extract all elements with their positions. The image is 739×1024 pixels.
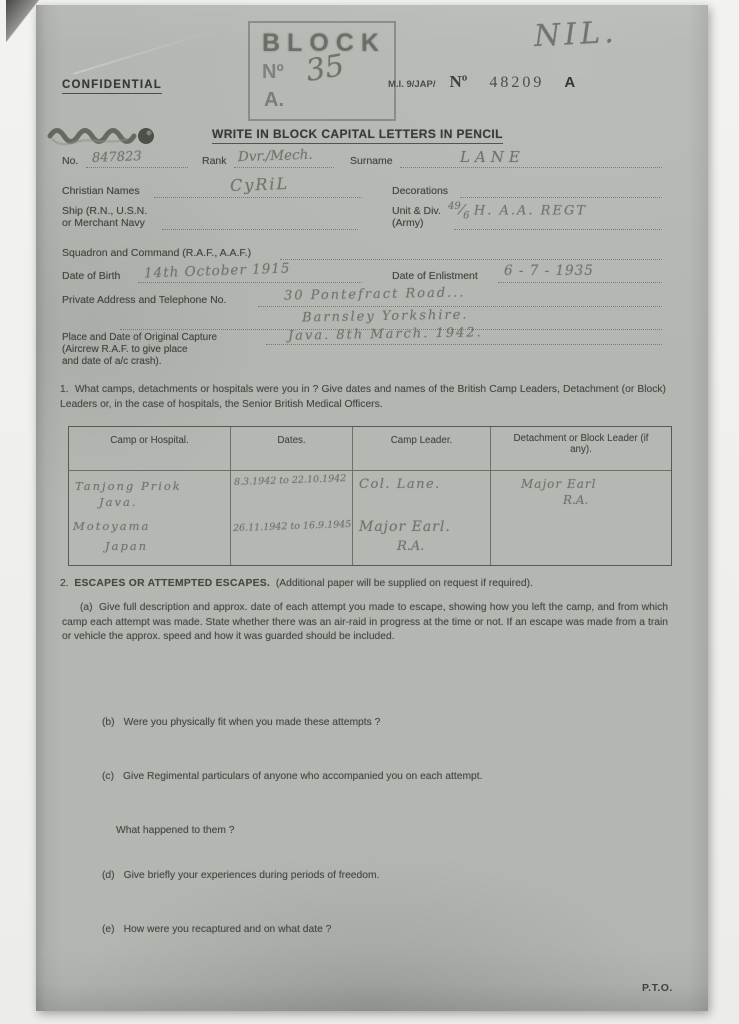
row-ship-unit [62,201,662,239]
surname-value-handwritten: LANE [460,148,525,166]
row-no-rank-surname [62,146,662,179]
unit-div-label-line2: (Army) [392,217,424,229]
unit-regiment-name: H. A.A. REGT [473,203,588,219]
question-2d [102,869,662,884]
mi9-suffix-letter: A [564,74,576,91]
question-1-number: 1. [60,384,69,395]
paper-sheet [36,5,708,1011]
confidential-marking: CONFIDENTIAL [62,79,162,94]
ship-label-line1: Ship (R.N., U.S.N. [62,205,148,217]
stamp-block-word: BLOCK [262,29,386,57]
address-value-line2-handwritten: Barnsley Yorkshire. [301,307,469,326]
christian-fill-line [154,197,362,198]
address-value-line1-handwritten: 30 Pontefract Road... [283,285,466,304]
question-2-note: (Additional paper will be supplied on request if required). [275,578,533,589]
camp-entry-1: Tanjong Priok [75,479,182,493]
question-2a-text: Give full description and approx. date of each attempt you made to escape, showing how you left the camp, and from which camp each attempt was made. State whether there was an air-raid in progress at the time or not. If an escape was made from a train or vehicle the approx. speed and how it was guarded should be included. [62,602,668,643]
mi9-prefix: M.I. 9/JAP/ [388,79,436,90]
enlistment-value-handwritten: 6 - 7 - 1935 [504,263,594,279]
date-of-birth-label: Date of Birth [62,270,121,282]
table-cell-camps [69,471,231,565]
question-2b-label: (b) [102,717,115,728]
capture-label-line2: (Aircrew R.A.F. to give place [62,344,188,355]
table-cell-detachment-leader [491,471,671,565]
stamp-no-word: Nº [262,61,284,83]
surname-fill-line [400,167,662,168]
surname-label: Surname [350,155,393,167]
question-2c2-text: What happened to them ? [116,825,235,836]
table-header-camp-or-hospital: Camp or Hospital. [69,427,231,471]
mi9-reference [388,72,575,92]
question-2c-text: Give Regimental particulars of anyone who accompanied you on each attempt. [123,771,483,782]
question-2-number: 2. [60,578,69,589]
paper-crease [73,29,217,75]
camp-leader-entry-2-unit: R.A. [397,539,425,554]
question-2e-label: (e) [102,924,115,935]
decorations-fill-line [460,197,662,198]
capture-fill-line [266,344,662,345]
ship-label-line2: or Merchant Navy [62,217,145,229]
mi9-no-word: Nº [449,72,468,91]
question-2-title: ESCAPES OR ATTEMPTED ESCAPES. [74,578,271,589]
stamp-a-word: A. [264,89,284,111]
question-2b-text: Were you physically fit when you made these attempts ? [123,717,381,728]
decorations-label: Decorations [392,185,449,197]
table-header-detachment-leader: Detachment or Block Leader (if any). [491,427,671,471]
question-1 [60,383,666,412]
question-2d-label: (d) [102,870,115,881]
enlistment-fill-line [498,282,662,283]
question-2-heading [60,577,666,592]
question-2c [102,770,662,785]
detachment-leader-entry-1: Major Earl [521,477,597,491]
christian-value-handwritten: CyRiL [229,173,290,196]
question-2e [102,923,662,938]
question-2d-text: Give briefly your experiences during periods of freedom. [123,870,380,881]
table-header-dates: Dates. [231,427,353,471]
enlistment-label: Date of Enlistment [392,270,478,282]
capture-label-line3: and date of a/c crash). [62,356,162,367]
squadron-label: Squadron and Command (R.A.F., A.A.F.) [62,247,252,259]
camp-leader-entry-2: Major Earl. [359,519,451,535]
question-1-text: What camps, detachments or hospitals were you in ? Give dates and names of the British Camp Leaders, Detachment (or Block) Leaders or, in the case of hospitals, the Senior British Medical Officers. [60,384,666,410]
camp-entry-1-country: Java. [99,495,138,509]
question-2e-text: How were you recaptured and on what date ? [123,924,332,935]
question-2c2 [116,824,656,839]
birth-fill-line [138,282,362,283]
table-header-camp-leader: Camp Leader. [353,427,491,471]
no-label: No. [62,155,79,167]
birth-value-handwritten: 14th October 1915 [143,260,291,282]
unit-value-handwritten: $^{49}⁄_6$ H. A.A. REGT [448,201,588,222]
rank-fill-line [234,167,334,168]
rank-value-handwritten: Dvr./Mech. [237,146,313,166]
no-fill-line [86,167,188,168]
unit-div-label-line1: Unit & Div. [392,205,441,217]
camp-entry-2: Motoyama [73,519,151,533]
squadron-fill-line [280,259,662,260]
address-label: Private Address and Telephone No. [62,294,227,306]
dates-entry-2: 26.11.1942 to 16.9.1945 [232,518,352,535]
capture-label-line1: Place and Date of Original Capture [62,332,218,343]
block-number-stamp [248,21,396,121]
capture-value-handwritten: Java. 8th March. 1942. [287,325,483,344]
rank-label: Rank [202,155,227,167]
mi9-serial-number: 48209 [489,74,545,91]
ship-fill-line [162,229,358,230]
staple-stitch [46,121,166,151]
question-2c-label: (c) [102,771,115,782]
no-value-handwritten: 847823 [91,149,142,166]
stamp-number-handwritten: 35 [303,47,347,90]
table-cell-dates [231,471,353,565]
dates-entry-1: 8.3.1942 to 22.10.1942 [233,473,347,488]
question-2b [102,716,662,731]
question-2a [62,601,668,645]
camp-entry-2-country: Japan [105,539,149,553]
camps-table [68,426,672,566]
form-instruction-heading: WRITE IN BLOCK CAPITAL LETTERS IN PENCIL [212,127,503,144]
christian-names-label: Christian Names [62,185,140,197]
question-2a-label: (a) [80,602,93,613]
detachment-leader-entry-1-unit: R.A. [563,493,589,507]
pto-marking: P.T.O. [642,982,673,994]
nil-annotation: NIL. [533,14,619,55]
table-cell-camp-leader [353,471,491,565]
row-capture [62,325,662,372]
camp-leader-entry-1: Col. Lane. [359,477,441,492]
unit-fill-line [454,229,662,230]
unit-battery-number: 49 [448,201,461,212]
unit-regiment-number: 6 [463,210,470,222]
